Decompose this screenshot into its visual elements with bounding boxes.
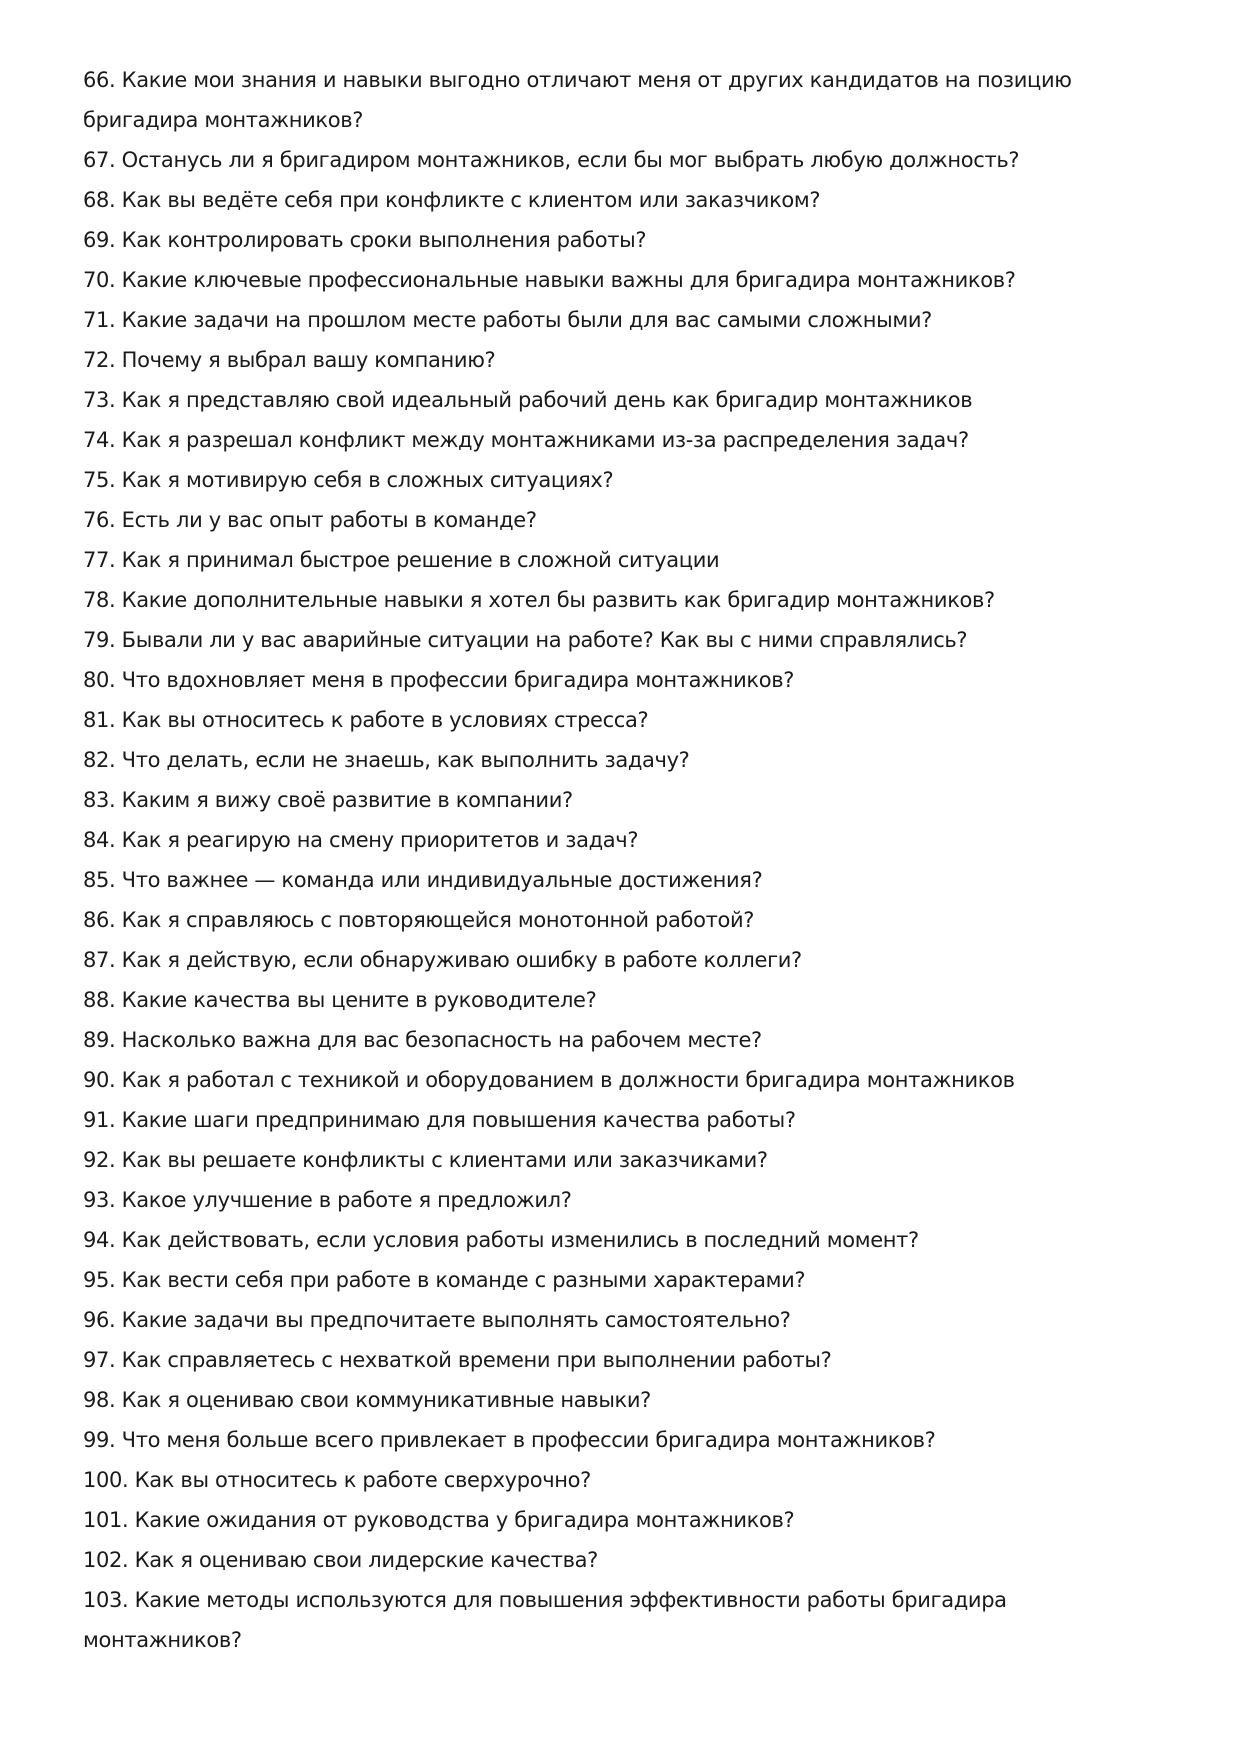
question-item: 91. Какие шаги предпринимаю для повышения качества работы? [83,1108,796,1132]
question-item: 87. Как я действую, если обнаруживаю ошибку в работе коллеги? [83,948,802,972]
question-item: 89. Насколько важна для вас безопасность на рабочем месте? [83,1028,762,1052]
question-item: 68. Как вы ведёте себя при конфликте с клиентом или заказчиком? [83,188,821,212]
question-item: 69. Как контролировать сроки выполнения работы? [83,228,647,252]
question-item: 101. Какие ожидания от руководства у бригадира монтажников? [83,1508,795,1532]
question-item: 82. Что делать, если не знаешь, как выполнить задачу? [83,748,690,772]
question-item: 95. Как вести себя при работе в команде с разными характерами? [83,1268,806,1292]
question-item: 97. Как справляетесь с нехваткой времени при выполнении работы? [83,1348,832,1372]
question-item: 94. Как действовать, если условия работы изменились в последний момент? [83,1228,919,1252]
question-item: 102. Как я оцениваю свои лидерские качества? [83,1548,598,1572]
question-item: 81. Как вы относитесь к работе в условиях стресса? [83,708,649,732]
question-item: 93. Какое улучшение в работе я предложил? [83,1188,572,1212]
question-item: 77. Как я принимал быстрое решение в сложной ситуации [83,548,720,572]
question-item: 83. Каким я вижу своё развитие в компании? [83,788,573,812]
question-item: 85. Что важнее — команда или индивидуальные достижения? [83,868,763,892]
question-item: 86. Как я справляюсь с повторяющейся монотонной работой? [83,908,755,932]
question-item: 103. Какие методы используются для повышения эффективности работы бригадира монтажников? [83,1588,1007,1652]
question-item: 66. Какие мои знания и навыки выгодно отличают меня от других кандидатов на позицию бригадира монтажников? [83,68,1072,132]
question-item: 88. Какие качества вы цените в руководителе? [83,988,597,1012]
question-item: 76. Есть ли у вас опыт работы в команде? [83,508,537,532]
question-item: 72. Почему я выбрал вашу компанию? [83,348,496,372]
question-item: 96. Какие задачи вы предпочитаете выполнять самостоятельно? [83,1308,791,1332]
question-item: 80. Что вдохновляет меня в профессии бригадира монтажников? [83,668,795,692]
question-list [83,60,1163,1660]
question-item: 75. Как я мотивирую себя в сложных ситуациях? [83,468,614,492]
question-item: 100. Как вы относитесь к работе сверхурочно? [83,1468,591,1492]
question-item: 78. Какие дополнительные навыки я хотел бы развить как бригадир монтажников? [83,588,995,612]
question-item: 99. Что меня больше всего привлекает в профессии бригадира монтажников? [83,1428,936,1452]
question-item: 67. Останусь ли я бригадиром монтажников, если бы мог выбрать любую должность? [83,148,1020,172]
question-item: 98. Как я оцениваю свои коммуникативные навыки? [83,1388,651,1412]
question-item: 70. Какие ключевые профессиональные навыки важны для бригадира монтажников? [83,268,1016,292]
question-item: 71. Какие задачи на прошлом месте работы были для вас самыми сложными? [83,308,932,332]
question-item: 90. Как я работал с техникой и оборудованием в должности бригадира монтажников [83,1068,1015,1092]
question-item: 74. Как я разрешал конфликт между монтажниками из-за распределения задач? [83,428,969,452]
question-item: 73. Как я представляю свой идеальный рабочий день как бригадир монтажников [83,388,973,412]
question-item: 84. Как я реагирую на смену приоритетов и задач? [83,828,639,852]
question-item: 79. Бывали ли у вас аварийные ситуации на работе? Как вы с ними справлялись? [83,628,968,652]
question-item: 92. Как вы решаете конфликты с клиентами или заказчиками? [83,1148,768,1172]
